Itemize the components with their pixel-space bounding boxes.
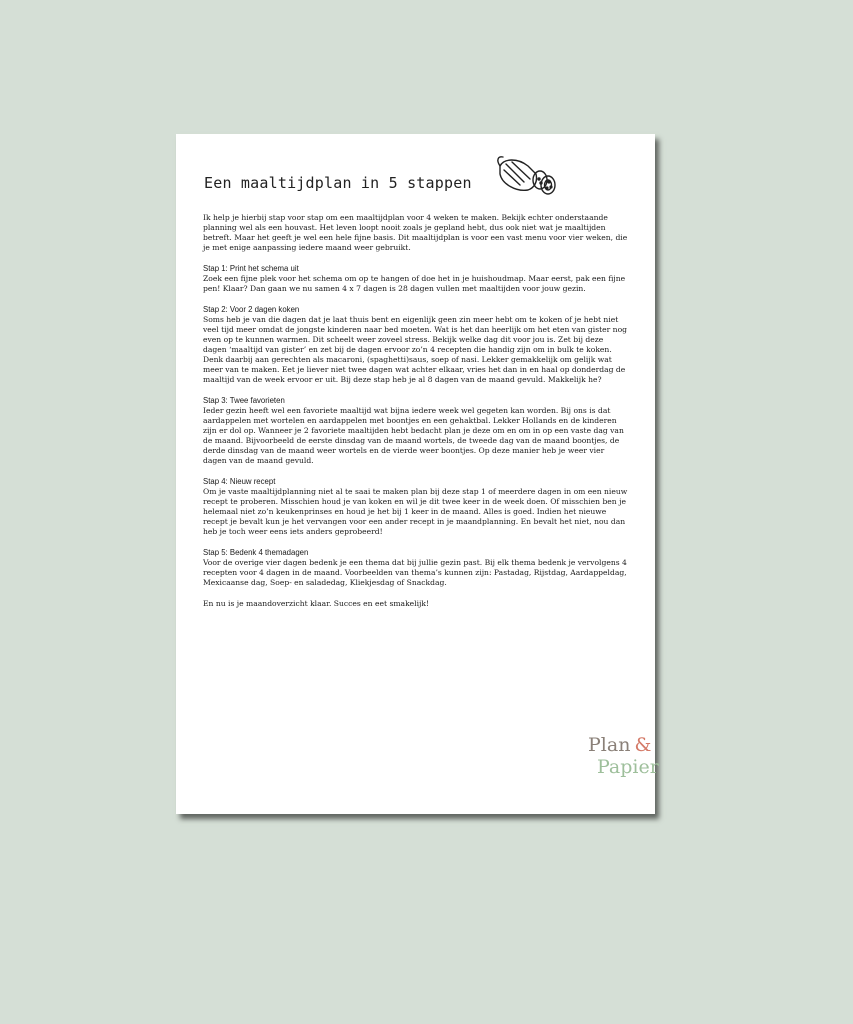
step-4 [203,477,628,537]
step-body: Zoek een fijne plek voor het schema om op te hangen of doe het in je huishoudmap. Maar eerst, pak een fijne pen! Klaar? Dan gaan we nu samen 4 x 7 dagen is 28 dagen vullen met maaltijden voor jouw gezin. [203,274,626,293]
closing-line: En nu is je maandoverzicht klaar. Succes en eet smakelijk! [203,599,430,608]
step-2 [203,305,628,385]
step-heading: Stap 3: Twee favorieten [203,396,285,405]
document-content [203,213,628,609]
step-5 [203,548,628,588]
document-title: Een maaltijdplan in 5 stappen [204,174,472,192]
step-body: Ieder gezin heeft wel een favoriete maaltijd wat bijna iedere week wel gegeten kan worden. Bij ons is dat aardappelen met wortelen en aardappelen met boontjes en een gehaktbal. Lekker Hollands en de kinderen zijn er dol op. Wanneer je 2 favoriete maaltijden hebt bedacht plan je deze om en om in op een vaste dag van de maand. Bijvoorbeeld de eerste dinsdag van de maand wortels, de tweede dag van de maand boontjes, de derde dinsdag van de maand weer wortels en de vierde weer boontjes. Op deze manier heb je weer vier dagen van de maand gevuld. [203,406,624,465]
step-heading: Stap 5: Bedenk 4 themadagen [203,548,309,557]
step-1 [203,264,628,294]
logo-ampersand: & [634,734,652,756]
step-3 [203,396,628,466]
sliced-vegetable-icon [494,152,562,200]
logo-word-papier: Papier [597,756,659,778]
step-heading: Stap 4: Nieuw recept [203,477,276,486]
intro-paragraph: Ik help je hierbij stap voor stap om een maaltijdplan voor 4 weken te maken. Bekijk echter onderstaande planning wel als een houvast. Het leven loopt nooit zoals je gepland hebt, dus ook niet wat je maaltijden betreft. Maar het geeft je wel een hele fijne basis. Dit maaltijdplan is voor een vast menu voor vier weken, die je met enige aanpassing iedere maand weer gebruikt. [203,213,628,252]
step-body: Om je vaste maaltijdplanning niet al te saai te maken plan bij deze stap 1 of meerdere dagen in om een nieuw recept te proberen. Misschien houd je van koken en wil je dit twee keer in de week doen. Of misschien ben je helemaal niet zo’n keukenprinses en houd je het bij 1 keer in de maand. Alles is goed. Indien het nieuwe recept je bevalt kun je het vervangen voor een ander recept in je maandplanning. En bevalt het niet, nou dan heb je toch weer eens iets anders geprobeerd! [203,487,628,536]
step-heading: Stap 1: Print het schema uit [203,264,299,273]
step-body: Voor de overige vier dagen bedenk je een thema dat bij jullie gezin past. Bij elk thema bedenk je vervolgens 4 recepten voor 4 dagen in de maand. Voorbeelden van thema’s kunnen zijn: Pastadag, Rijstdag, Aardappeldag, Mexicaanse dag, Soep- en saladedag, Kliekjesdag of Snackdag. [203,558,627,587]
step-body: Soms heb je van die dagen dat je laat thuis bent en eigenlijk geen zin meer hebt om te koken of je hebt niet veel tijd meer omdat de jongste kinderen naar bed moeten. Wat is het dan heerlijk om het eten van gister nog even op te kunnen warmen. Dit scheelt weer zoveel stress. Bekijk welke dag dit voor jou is. Zet bij deze dagen ‘maaltijd van gister’ en zet bij de dagen ervoor zo’n 4 recepten die handig zijn om in bulk te koken. Denk daarbij aan gerechten als macaroni, (spaghetti)saus, soep of nasi. Lekker gemakkelijk om gelijk wat meer van te maken. Eet je liever niet twee dagen wat achter elkaar, vries het dan in en haal op donderdag de maaltijd van de week ervoor er uit. Bij deze stap heb je al 8 dagen van de maand gevuld. Makkelijk he? [203,315,628,384]
brand-logo [588,734,659,778]
step-heading: Stap 2: Voor 2 dagen koken [203,305,300,314]
document-page [176,134,659,814]
logo-word-plan: Plan [588,734,631,756]
